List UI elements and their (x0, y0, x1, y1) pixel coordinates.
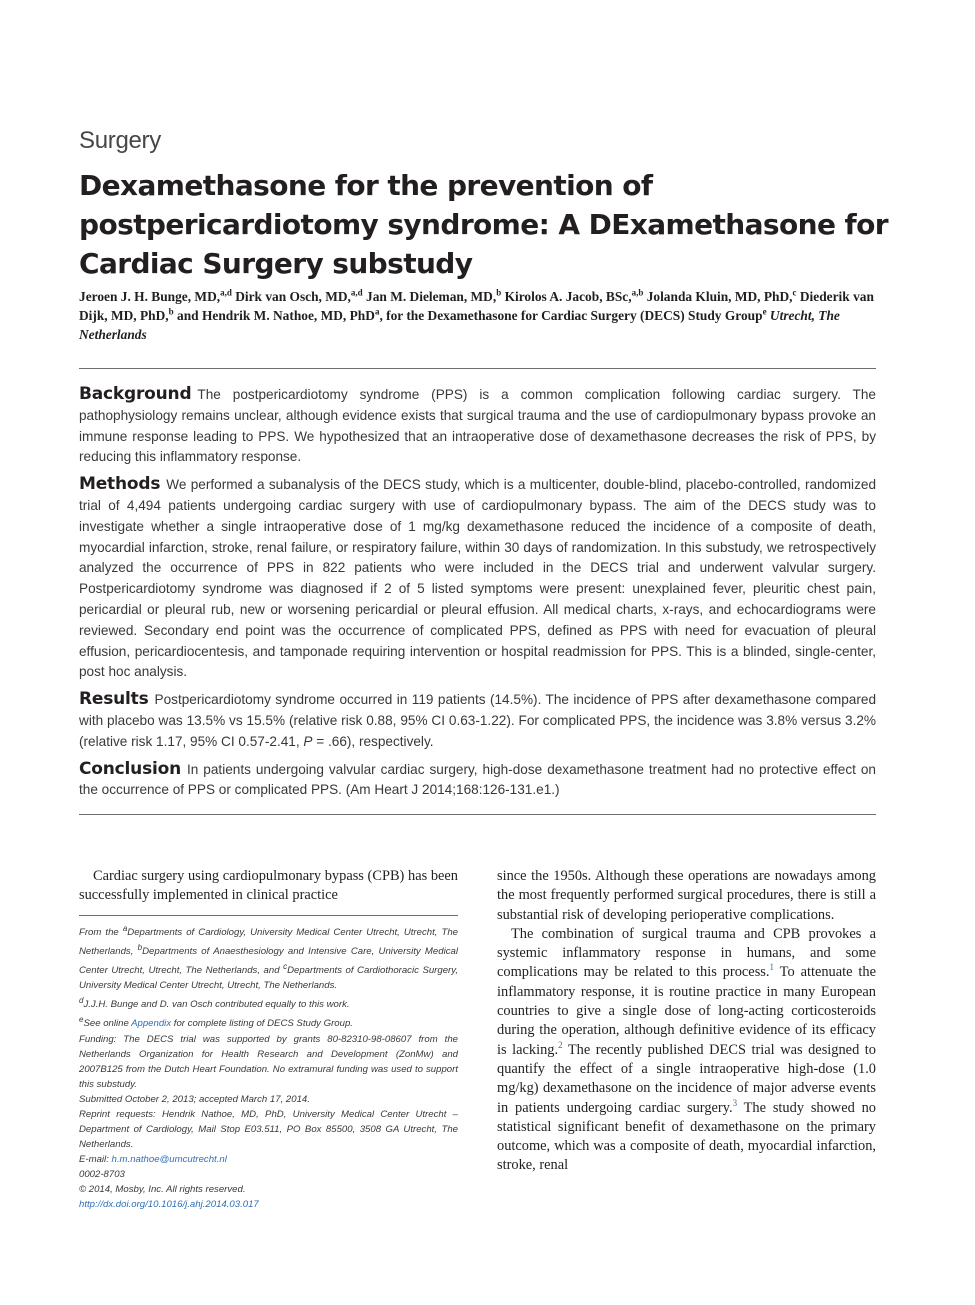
article-title: Dexamethasone for the prevention of postpericardiotomy syndrome: A DExamethasone for Cardiac Surgery substudy (79, 169, 888, 280)
footnote-affiliation-b: Departments of Anaesthesiology and Intensive Care, University Medical Center Utrecht, Utrecht, The Netherlands, and (79, 945, 458, 977)
author-name: Diederik van Dijk, MD, PhD, (79, 289, 874, 323)
footnote-mark: e (79, 1015, 84, 1025)
body-paragraph: since the 1950s. Although these operations are nowadays among the most frequently performed surgical procedures, there is still a substantial risk of developing perioperative complications. (497, 868, 876, 923)
email-link[interactable]: h.m.nathoe@umcutrecht.nl (111, 1153, 227, 1165)
author-list (79, 287, 879, 344)
author-name: and Hendrik M. Nathoe, MD, PhD (177, 308, 375, 323)
abstract-results (79, 689, 876, 752)
p-value-symbol: P (303, 733, 313, 749)
methods-text: We performed a subanalysis of the DECS study, which is a multicenter, double-blind, placebo-controlled, randomized trial of 4,494 patients undergoing cardiac surgery with use of cardiopulmonary bypass. The aim of the DECS study was to investigate whether a single intraoperative dose of 1 mg/kg dexamethasone reduced the incidence of a composite of death, myocardial infarction, stroke, renal failure, or respiratory failure, within 30 days of randomization. In this substudy, we retrospectively analyzed the occurrence of PPS in 822 patients who were included in the DECS trial and underwent valvular surgery. Postpericardiotomy syndrome was diagnosed if 2 of 5 listed symptoms were present: unexplained fever, pleuritic chest pain, pericardial or pleural rub, new or worsening pericardial or pleural effusion. All medical charts, x-rays, and echocardiograms were reviewed. Secondary end point was the occurrence of complicated PPS, defined as PPS with need for evacuation of pleural effusion, pericardiocentesis, and tamponade requiring intervention or hospital readmission for PPS. This is a blinded, single-center, post hoc analysis. (79, 477, 876, 680)
background-heading: Background (79, 384, 192, 404)
footnote-mark: c (283, 961, 288, 971)
footnote-affiliations (79, 921, 458, 994)
email-label: E-mail: (79, 1153, 109, 1165)
body-paragraph (497, 925, 876, 1176)
study-group-affiliation: e (762, 306, 767, 317)
author-name: Kirolos A. Jacob, BSc, (504, 289, 632, 304)
author-name: Jolanda Kluin, MD, PhD, (646, 289, 793, 304)
footnote-mark: a (122, 923, 128, 933)
right-column (497, 867, 876, 1176)
reference-link[interactable]: 2 (558, 1039, 563, 1050)
author-location: Utrecht, The Netherlands (79, 308, 840, 342)
results-heading: Results (79, 689, 149, 710)
body-text-b: To attenuate the inflammatory response, it is routine practice in many European countries to give a single dose of long-acting corticosteroids during the operation, although definitive evidence of its efficacy is lacking. (497, 964, 877, 1058)
body-text-d: The study showed no statistical significant benefit of dexamethasone on the primary outcome, which was a composite of death, myocardial infarction, stroke, renal (497, 1099, 876, 1174)
author-name: Jan M. Dieleman, MD, (366, 289, 497, 304)
author-affiliation: b (496, 287, 502, 298)
author-affiliation: b (168, 306, 174, 317)
footnote-issn: 0002-8703 (79, 1168, 125, 1180)
reference-link[interactable]: 1 (769, 962, 774, 973)
footnote-submitted: Submitted October 2, 2013; accepted March 17, 2014. (79, 1093, 310, 1105)
author-affiliation: a,b (631, 287, 644, 298)
abstract (79, 384, 876, 807)
author-affiliation: a,d (350, 287, 363, 298)
body-text-a: The combination of surgical trauma and CPB provokes a systemic inflammatory response in humans, and some complications may be related to this process. (497, 925, 876, 981)
header-divider (79, 368, 876, 369)
footnote-mark: d (79, 996, 84, 1006)
methods-heading: Methods (79, 474, 161, 495)
results-text: Postpericardiotomy syndrome occurred in 119 patients (14.5%). The incidence of PPS after dexamethasone compared with placebo was 13.5% vs 15.5% (relative risk 0.88, 95% CI 0.63-1.22). For complicated PPS, the incidence was 3.8% versus 3.2% (relative risk 1.17, 95% CI 0.57-2.41, (79, 692, 876, 749)
abstract-background (79, 384, 876, 468)
conclusion-heading: Conclusion (79, 758, 181, 779)
footnote-email (79, 1152, 458, 1167)
footnote-mark: b (137, 942, 143, 952)
background-text: The postpericardiotomy syndrome (PPS) is a common complication following cardiac surgery. The pathophysiology remains unclear, although evidence exists that surgical trauma and the use of cardiopulmonary bypass provoke an immune response leading to PPS. We hypothesized that an intraoperative dose of dexamethasone decreases the risk of PPS, by reducing this inflammatory response. (79, 387, 876, 465)
footnote-reprint: Reprint requests: Hendrik Nathoe, MD, PhD, University Medical Center Utrecht – Department of Cardiology, Mail Stop E03.511, PO Box 85500, 3508 GA Utrecht, The Netherlands. (79, 1108, 458, 1150)
author-name: Dirk van Osch, MD, (235, 289, 351, 304)
footnote-from: From the (79, 926, 119, 938)
footnote-d-text: J.J.H. Bunge and D. van Osch contributed equally to this work. (83, 999, 350, 1011)
section-label: Surgery (79, 127, 161, 154)
footnote-e-text-end: for complete listing of DECS Study Group. (173, 1018, 353, 1030)
conclusion-text: In patients undergoing valvular cardiac surgery, high-dose dexamethasone treatment had no protective effect on the occurrence of PPS or complicated PPS. (Am Heart J 2014;168:126-131.e1.) (79, 761, 876, 798)
footnote-affiliation-a: Departments of Cardiology, University Medical Center Utrecht, Utrecht, The Netherlands, (79, 926, 458, 957)
author-name: Jeroen J. H. Bunge, MD, (79, 289, 221, 304)
author-affiliation: c (792, 287, 797, 298)
footnote-appendix (79, 1012, 458, 1031)
doi-link[interactable]: http://dx.doi.org/10.1016/j.ahj.2014.03.017 (79, 1198, 259, 1210)
footnote-divider (79, 915, 458, 916)
footnote-affiliation-c: Departments of Cardiothoracic Surgery, University Medical Center Utrecht, Utrecht, The Netherlands. (79, 965, 458, 992)
footnote-e-text: See online (83, 1018, 129, 1030)
abstract-methods (79, 474, 876, 683)
author-affiliation: a (374, 306, 380, 317)
abstract-divider (79, 814, 876, 815)
results-text-end: = .66), respectively. (316, 733, 434, 749)
left-column (79, 867, 458, 1212)
body-paragraph: Cardiac surgery using cardiopulmonary bypass (CPB) has been successfully implemented in clinical practice (79, 868, 458, 904)
abstract-conclusion (79, 759, 876, 802)
footnote-contribution (79, 993, 458, 1012)
footnotes (79, 921, 458, 1212)
reference-link[interactable]: 3 (732, 1097, 738, 1108)
footnote-copyright: © 2014, Mosby, Inc. All rights reserved. (79, 1183, 246, 1195)
body-text-c: The recently published DECS trial was designed to quantify the effect of a single intraoperative high-dose (1.0 mg/kg) dexamethasone on the incidence of major adverse events in patients undergoing cardiac surgery. (497, 1041, 876, 1116)
appendix-link[interactable]: Appendix (131, 1018, 172, 1030)
study-group: , for the Dexamethasone for Cardiac Surgery (DECS) Study Group (379, 308, 763, 323)
footnote-funding: Funding: The DECS trial was supported by grants 80-82310-98-08607 from the Netherlands Organization for Health Research and Development (ZonMw) and 2007B125 from the Dutch Heart Foundation. No extramural funding was used to support this substudy. (79, 1033, 458, 1090)
author-affiliation: a,d (220, 287, 232, 298)
